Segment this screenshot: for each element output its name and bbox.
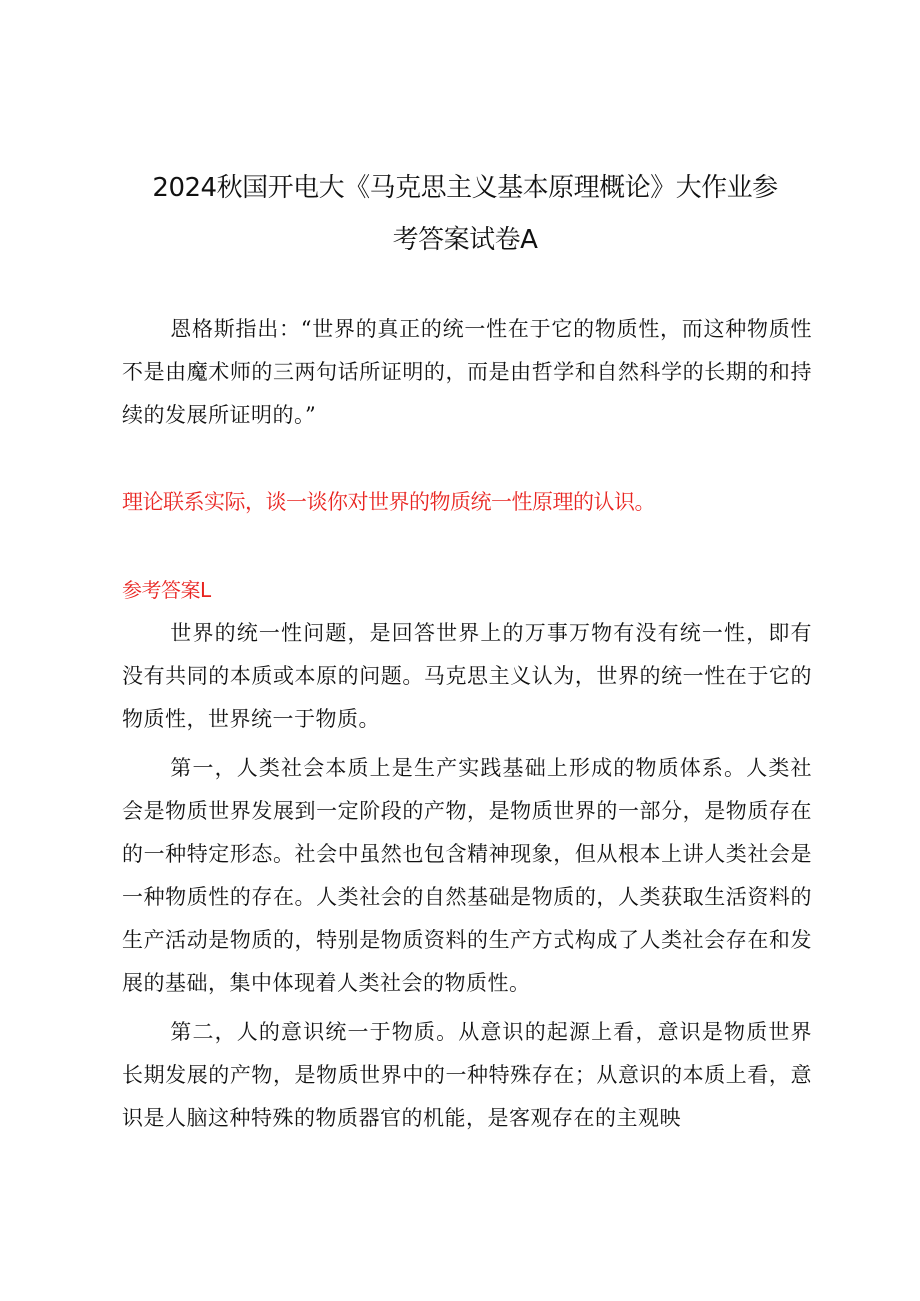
document-title [120,162,810,266]
title-line-2: 考答案试卷A [392,225,538,255]
quote-paragraph: 恩格斯指出：“世界的真正的统一性在于它的物质性，而这种物质性不是由魔术师的三两句话所证明的，而是由哲学和自然科学的长期的和持续的发展所证明的。” [122,317,812,427]
answer-label: 参考答案L [122,578,211,602]
answer-paragraph: 第一，人类社会本质上是生产实践基础上形成的物质体系。人类社会是物质世界发展到一定阶段的产物，是物质世界的一部分，是物质存在的一种特定形态。社会中虽然也包含精神现象，但从根本上讲人类社会是一种物质性的存在。人类社会的自然基础是物质的，人类获取生活资料的生产活动是物质的，特别是物质资料的生产方式构成了人类社会存在和发展的基础，集中体现着人类社会的物质性。 [122,756,812,995]
question-heading: 理论联系实际，谈一谈你对世界的物质统一性原理的认识。 [122,490,655,514]
answer-paragraph: 世界的统一性问题，是回答世界上的万事万物有没有统一性，即有没有共同的本质或本原的问题。马克思主义认为，世界的统一性在于它的物质性，世界统一于物质。 [122,621,812,731]
quote-block [122,308,812,437]
title-line-1: 2024秋国开电大《马克思主义基本原理概论》大作业参 [152,173,778,203]
answer-paragraph: 第二，人的意识统一于物质。从意识的起源上看，意识是物质世界长期发展的产物，是物质世界中的一种特殊存在；从意识的本质上看，意识是人脑这种特殊的物质器官的机能，是客观存在的主观映 [122,1020,812,1130]
answer-block [122,612,812,1146]
